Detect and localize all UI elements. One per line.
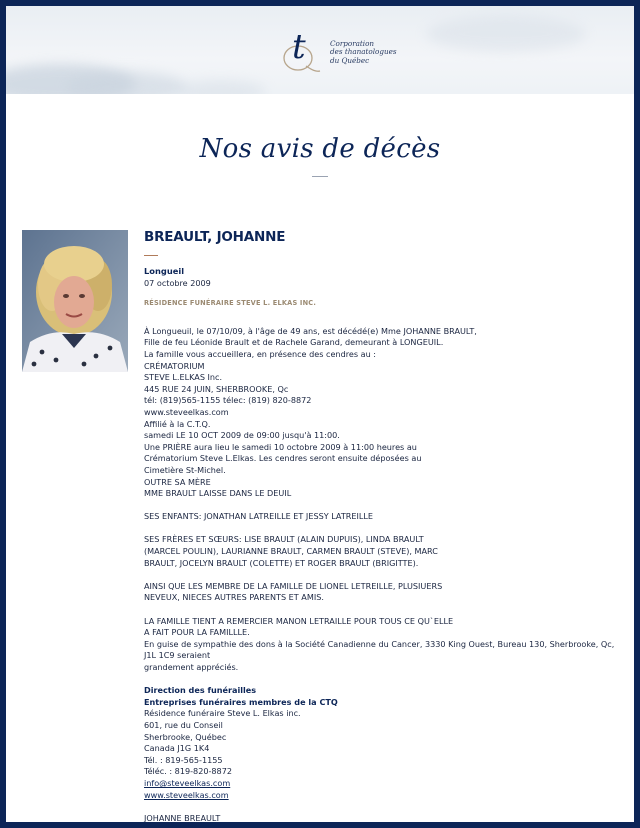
- obituary-line: SES ENFANTS: JONATHAN LATREILLE ET JESSY LATREILLE: [144, 511, 374, 522]
- direction-heading: Direction des funérailles: [144, 685, 257, 696]
- email-link[interactable]: info@steveelkas.com: [144, 777, 231, 788]
- deceased-photo: [22, 230, 128, 372]
- obituary-line: À Longueuil, le 07/10/09, à l'âge de 49 ans, est décédé(e) Mme JOHANNE BRAULT,: [144, 325, 477, 336]
- direction-company: Résidence funéraire Steve L. Elkas inc.: [144, 708, 301, 719]
- logo-text: [330, 40, 397, 65]
- logo-letter: t: [292, 27, 306, 67]
- obituary-line: (MARCEL POULIN), LAURIANNE BRAULT, CARMEN BRAULT (STEVE), MARC: [144, 546, 438, 557]
- page-frame: [6, 6, 634, 822]
- page-title: Nos avis de décès: [199, 134, 441, 164]
- obituary-line: SES FRÈRES ET SŒURS: LISE BRAULT (ALAIN DUPUIS), LINDA BRAULT: [144, 534, 424, 545]
- logo-line: des thanatologues: [330, 47, 397, 57]
- obituary-line: La famille vous accueillera, en présence des cendres au :: [144, 348, 377, 359]
- obituary-line: tél: (819)565-1155 télec: (819) 820-8872: [144, 395, 312, 406]
- obituary-content: [144, 228, 624, 822]
- direction-postal: Canada J1G 1K4: [144, 743, 210, 754]
- obituary-line: MME BRAULT LAISSE DANS LE DEUIL: [144, 488, 292, 499]
- direction-street: 601, rue du Conseil: [144, 719, 223, 730]
- direction-phone: Tél. : 819-565-1155: [144, 754, 223, 765]
- obituary-line: Affilié à la C.T.Q.: [144, 418, 211, 429]
- obituary-line: Une PRIÈRE aura lieu le samedi 10 octobre 2009 à 11:00 heures au: [144, 441, 417, 452]
- obituary-line: En guise de sympathie des dons à la Société Canadienne du Cancer, 3330 King Ouest, Bureau 130, Sherbrooke, Qc, J1L 1C9 seraient: [144, 638, 615, 661]
- obituary-line: www.steveelkas.com: [144, 406, 229, 417]
- direction-subheading: Entreprises funéraires membres de la CTQ: [144, 696, 338, 707]
- obituary-line: AINSI QUE LES MEMBRE DE LA FAMILLE DE LIONEL LETREILLE, PLUSIUERS: [144, 580, 443, 591]
- obituary-line: Fille de feu Léonide Brault et de Rachele Garand, demeurant à LONGEUIL.: [144, 337, 444, 348]
- obituary-line: Cimetière St-Michel.: [144, 464, 226, 475]
- name-divider: [144, 255, 158, 256]
- deceased-city: Longueil: [144, 266, 185, 276]
- title-divider: [312, 176, 328, 177]
- obituary-line: OUTRE SA MÈRE: [144, 476, 211, 487]
- blank-line: [144, 523, 624, 535]
- obituary-line: A FAIT POUR LA FAMILLLE.: [144, 627, 250, 638]
- logo-line: du Québec: [330, 55, 370, 65]
- site-header: [6, 6, 634, 94]
- logo-icon[interactable]: [276, 24, 324, 76]
- website-link[interactable]: www.steveelkas.com: [144, 789, 229, 800]
- obituary-line: LA FAMILLE TIENT A REMERCIER MANON LETRAILLE POUR TOUS CE QU`ELLE: [144, 615, 454, 626]
- blank-line: [144, 569, 624, 581]
- funeral-direction: [144, 685, 624, 801]
- footer-name: JOHANNE BREAULT: [144, 812, 221, 822]
- obituary-line: CRÉMATORIUM: [144, 360, 205, 371]
- obituary-line: STEVE L.ELKAS Inc.: [144, 372, 223, 383]
- obituary-line: Crématorium Steve L.Elkas. Les cendres seront ensuite déposées au: [144, 453, 422, 464]
- obituary-line: BRAULT, JOCELYN BRAULT (COLETTE) ET ROGER BRAULT (BRIGITTE).: [144, 557, 419, 568]
- direction-fax: Téléc. : 819-820-8872: [144, 766, 233, 777]
- obituary-line: grandement appréciés.: [144, 662, 239, 672]
- blank-line: [144, 500, 624, 512]
- blank-line: [144, 604, 624, 616]
- direction-city: Sherbrooke, Québec: [144, 731, 227, 742]
- deceased-name: BREAULT, JOHANNE: [144, 229, 286, 245]
- obituary-line: NEVEUX, NIECES AUTRES PARENTS ET AMIS.: [144, 592, 324, 603]
- funeral-home-label: RÉSIDENCE FUNÉRAIRE STEVE L. ELKAS INC.: [144, 299, 317, 308]
- obituary-body: [144, 326, 624, 674]
- obituary-line: samedi LE 10 OCT 2009 de 09:00 jusqu'à 11:00.: [144, 430, 340, 441]
- death-date: 07 octobre 2009: [144, 277, 211, 288]
- logo-line: Corporation: [330, 39, 375, 48]
- obituary-line: 445 RUE 24 JUIN, SHERBROOKE, Qc: [144, 383, 289, 394]
